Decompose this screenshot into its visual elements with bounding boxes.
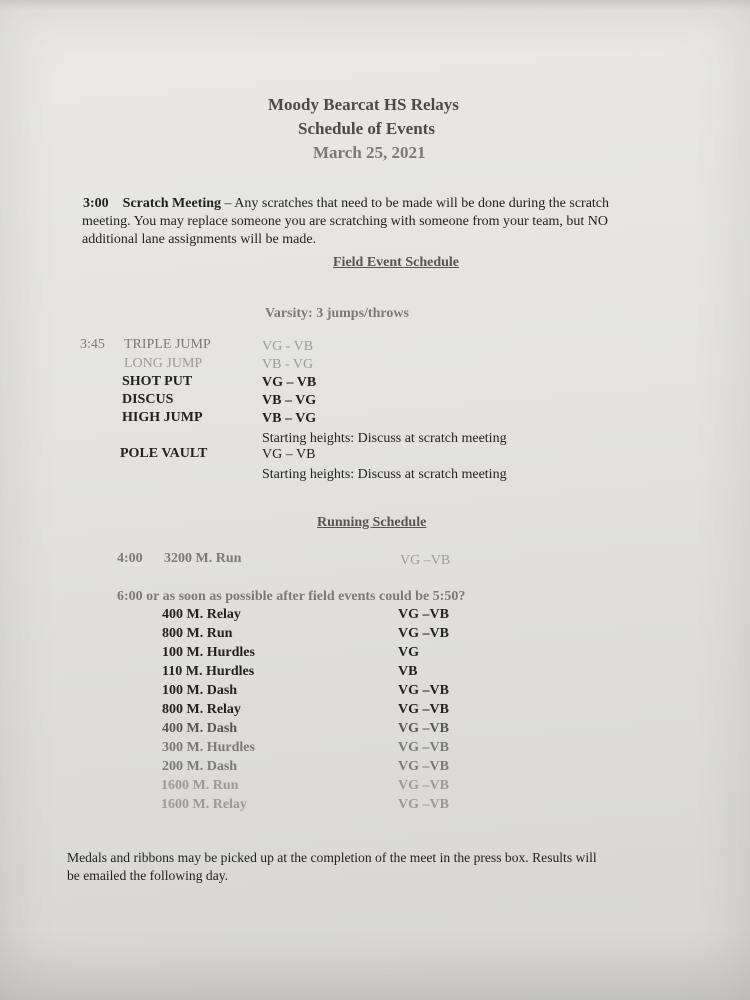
running-event-order: VG –VB (398, 683, 449, 698)
running-event-order: VG –VB (398, 778, 449, 793)
field-event-order: VB - VG (262, 357, 314, 372)
running-event-name: 1600 M. Relay (161, 797, 247, 812)
running-event-name: 100 M. Hurdles (162, 645, 255, 660)
field-event-name: POLE VAULT (120, 446, 208, 461)
running-event-order: VG –VB (398, 626, 449, 641)
running-event-name: 100 M. Dash (162, 683, 238, 698)
running-event-order: VG –VB (398, 702, 449, 717)
field-event-name: SHOT PUT (122, 374, 193, 389)
running-event-name: 800 M. Relay (162, 702, 241, 717)
running-event-order: VG –VB (398, 759, 449, 774)
field-schedule-heading: Field Event Schedule (333, 255, 460, 270)
paper-fold-shadow (0, 930, 750, 1000)
running-note: 6:00 or as soon as possible after field events could be 5:50? (117, 589, 466, 604)
running-event-name: 200 M. Dash (162, 759, 238, 774)
running-event-name: 400 M. Relay (162, 607, 241, 622)
footer-text-2: be emailed the following day. (67, 868, 229, 883)
running-event-order: VG –VB (400, 553, 451, 568)
starting-heights-note: Starting heights: Discuss at scratch meeting (262, 467, 507, 482)
paper-top-edge (0, 0, 750, 10)
footer-text-1: Medals and ribbons may be picked up at the completion of the meet in the press box. Results will (67, 850, 597, 865)
starting-heights-note: Starting heights: Discuss at scratch meeting (262, 431, 507, 446)
page-title: Moody Bearcat HS Relays (268, 95, 459, 114)
running-event-order: VG –VB (398, 607, 449, 622)
running-event-name: 300 M. Hurdles (162, 740, 255, 755)
scratch-time: 3:00 (83, 196, 109, 211)
field-event-order: VB – VG (262, 393, 317, 408)
running-event-order: VB (398, 664, 418, 679)
running-schedule-heading: Running Schedule (317, 515, 427, 530)
scratch-line-1 (83, 196, 609, 212)
field-event-order: VB – VG (262, 411, 317, 426)
scratch-text-1: – Any scratches that need to be made will be done during the scratch (224, 196, 610, 211)
field-event-name: LONG JUMP (124, 356, 203, 371)
field-event-order: VG – VB (262, 447, 316, 462)
field-event-order: VG – VB (262, 375, 317, 390)
page-subtitle: Schedule of Events (298, 119, 435, 138)
field-event-order: VG - VB (262, 339, 314, 354)
varsity-note: Varsity: 3 jumps/throws (265, 306, 409, 321)
scratch-text-3: additional lane assignments will be made. (82, 232, 317, 247)
running-first-time: 4:00 (117, 551, 143, 566)
running-event-name: 110 M. Hurdles (162, 664, 255, 679)
running-event-name: 1600 M. Run (161, 778, 239, 793)
running-event-name: 400 M. Dash (162, 721, 238, 736)
running-event-order: VG (398, 645, 419, 660)
field-event-name: HIGH JUMP (122, 410, 203, 425)
field-event-name: TRIPLE JUMP (124, 337, 211, 352)
event-date: March 25, 2021 (313, 143, 426, 162)
field-start-time: 3:45 (80, 337, 105, 352)
running-event-name: 800 M. Run (162, 626, 233, 641)
running-event-order: VG –VB (398, 797, 449, 812)
field-event-name: DISCUS (122, 392, 174, 407)
running-event-order: VG –VB (398, 740, 449, 755)
running-event-name: 3200 M. Run (164, 551, 242, 566)
scratch-text-2: meeting. You may replace someone you are scratching with someone from your team, but NO (82, 214, 609, 229)
running-event-order: VG –VB (398, 721, 449, 736)
scratch-heading: Scratch Meeting (122, 196, 222, 211)
